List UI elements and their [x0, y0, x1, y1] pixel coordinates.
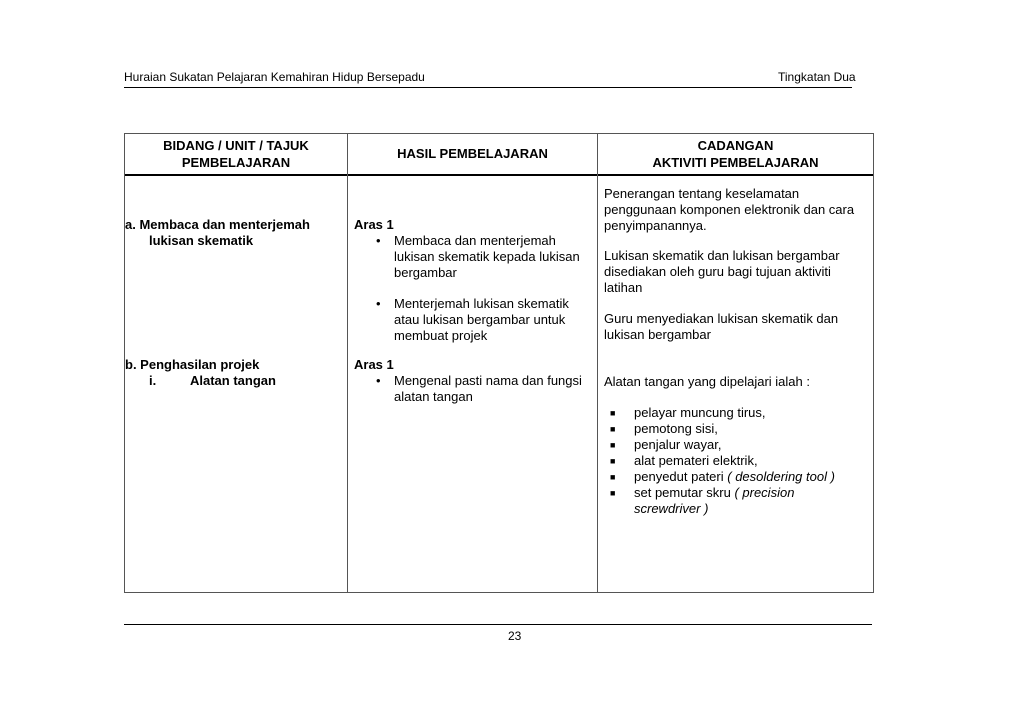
- square-bullet-icon: ■: [610, 424, 616, 434]
- bullet-icon: •: [376, 296, 381, 311]
- activity-3-line2: lukisan bergambar: [604, 327, 711, 342]
- activity-3-line1: Guru menyediakan lukisan skematik dan: [604, 311, 839, 326]
- outcome-3-line2: alatan tangan: [394, 389, 473, 404]
- outcome-2-line1: Menterjemah lukisan skematik: [394, 296, 569, 311]
- tool-item-6-cont: screwdriver ): [634, 501, 709, 516]
- activity-1-line2: penggunaan komponen elektronik dan cara: [604, 202, 855, 217]
- bullet-icon: •: [376, 373, 381, 388]
- column-divider: [347, 134, 348, 592]
- outcome-1-line2: lukisan skematik kepada lukisan: [394, 249, 580, 264]
- square-bullet-icon: ■: [610, 408, 616, 418]
- running-header-form: Tingkatan Dua: [778, 70, 856, 84]
- aras-label-a: Aras 1: [354, 217, 394, 232]
- tool-item-5: penyedut pateri ( desoldering tool ): [634, 469, 835, 484]
- activity-4: Alatan tangan yang dipelajari ialah :: [604, 374, 810, 389]
- topic-a-line1: a. Membaca dan menterjemah: [125, 217, 310, 232]
- topic-b-sub-number: i.: [149, 373, 157, 388]
- tool-item-3: penjalur wayar,: [634, 437, 722, 452]
- tool-item-2: pemotong sisi,: [634, 421, 718, 436]
- syllabus-table: [124, 133, 874, 593]
- outcome-1-line1: Membaca dan menterjemah: [394, 233, 556, 248]
- activity-2-line1: Lukisan skematik dan lukisan bergambar: [604, 248, 840, 263]
- outcome-3-line1: Mengenal pasti nama dan fungsi: [394, 373, 582, 388]
- topic-b-line1: b. Penghasilan projek: [125, 357, 260, 372]
- activity-2-line3: latihan: [604, 280, 643, 295]
- outcome-2-line3: membuat projek: [394, 328, 488, 343]
- column-divider: [597, 134, 598, 592]
- running-header-title: Huraian Sukatan Pelajaran Kemahiran Hidup Bersepadu: [124, 70, 425, 84]
- header-rule: [124, 87, 852, 88]
- aras-label-b: Aras 1: [354, 357, 394, 372]
- activity-1-line1: Penerangan tentang keselamatan: [604, 186, 800, 201]
- topic-b-sub-label: Alatan tangan: [190, 373, 276, 388]
- square-bullet-icon: ■: [610, 472, 616, 482]
- square-bullet-icon: ■: [610, 488, 616, 498]
- activity-2-line2: disediakan oleh guru bagi tujuan aktiviti: [604, 264, 831, 279]
- tool-item-1: pelayar muncung tirus,: [634, 405, 766, 420]
- header-bidang: BIDANG / UNIT / TAJUK PEMBELAJARAN: [163, 138, 309, 170]
- tool-item-6: set pemutar skru ( precision: [634, 485, 795, 500]
- header-cadangan: CADANGAN AKTIVITI PEMBELAJARAN: [652, 138, 819, 170]
- page-number: 23: [508, 629, 522, 643]
- square-bullet-icon: ■: [610, 440, 616, 450]
- square-bullet-icon: ■: [610, 456, 616, 466]
- bullet-icon: •: [376, 233, 381, 248]
- outcome-2-line2: atau lukisan bergambar untuk: [394, 312, 566, 327]
- footer-rule: [124, 624, 872, 625]
- header-hasil: HASIL PEMBELAJARAN: [397, 146, 548, 161]
- activity-1-line3: penyimpanannya.: [604, 218, 707, 233]
- topic-a-line2: lukisan skematik: [149, 233, 254, 248]
- tool-item-4: alat pemateri elektrik,: [634, 453, 758, 468]
- outcome-1-line3: bergambar: [394, 265, 457, 280]
